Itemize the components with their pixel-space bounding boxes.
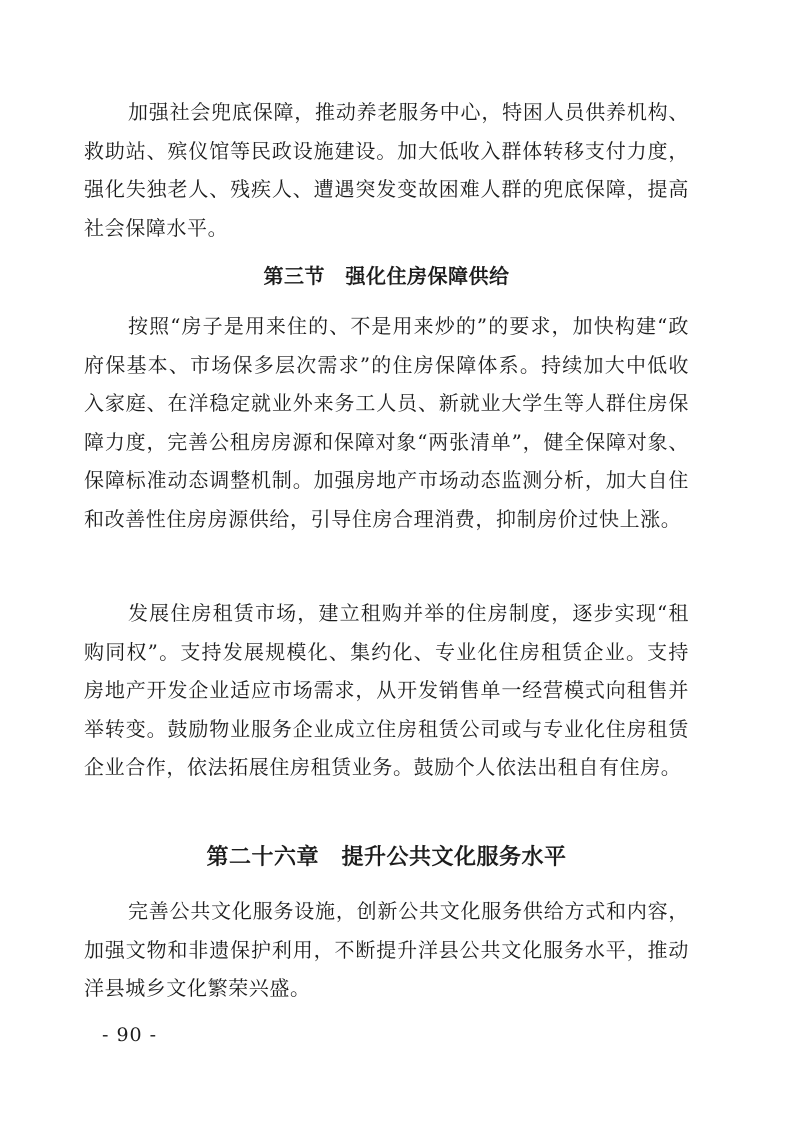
paragraph-social-security: 加强社会兜底保障，推动养老服务中心，特困人员供养机构、救助站、殡仪馆等民政设施建设。加大低收入群体转移支付力度，强化失独老人、残疾人、遭遇突发变故困难人群的兜底保障，提高社会保障水平。 xyxy=(84,100,689,240)
paragraph-rental-market: 发展住房租赁市场，建立租购并举的住房制度，逐步实现“租购同权”。支持发展规模化、集约化、专业化住房租赁企业。支持房地产开发企业适应市场需求，从开发销售单一经营模式向租售并举转变。鼓励物业服务企业成立住房租赁公司或与专业化住房租赁企业合作，依法拓展住房租赁业务。鼓励个人依法出租自有住房。 xyxy=(84,601,689,779)
section-heading: 第三节 强化住房保障供给 xyxy=(263,264,510,288)
paragraph-public-culture: 完善公共文化服务设施，创新公共文化服务供给方式和内容，加强文物和非遗保护利用，不断提升洋县公共文化服务水平，推动洋县城乡文化繁荣兴盛。 xyxy=(84,899,689,1000)
paragraph-housing-system: 按照“房子是用来住的、不是用来炒的”的要求，加快构建“政府保基本、市场保多层次需求”的住房保障体系。持续加大中低收入家庭、在洋稳定就业外来务工人员、新就业大学生等人群住房保障力度，完善公租房房源和保障对象“两张清单”，健全保障对象、保障标准动态调整机制。加强房地产市场动态监测分析，加大自住和改善性住房房源供给，引导住房合理消费，抑制房价过快上涨。 xyxy=(84,314,689,531)
chapter-heading: 第二十六章 提升公共文化服务水平 xyxy=(206,845,567,870)
page-number: - 90 - xyxy=(102,1024,158,1046)
